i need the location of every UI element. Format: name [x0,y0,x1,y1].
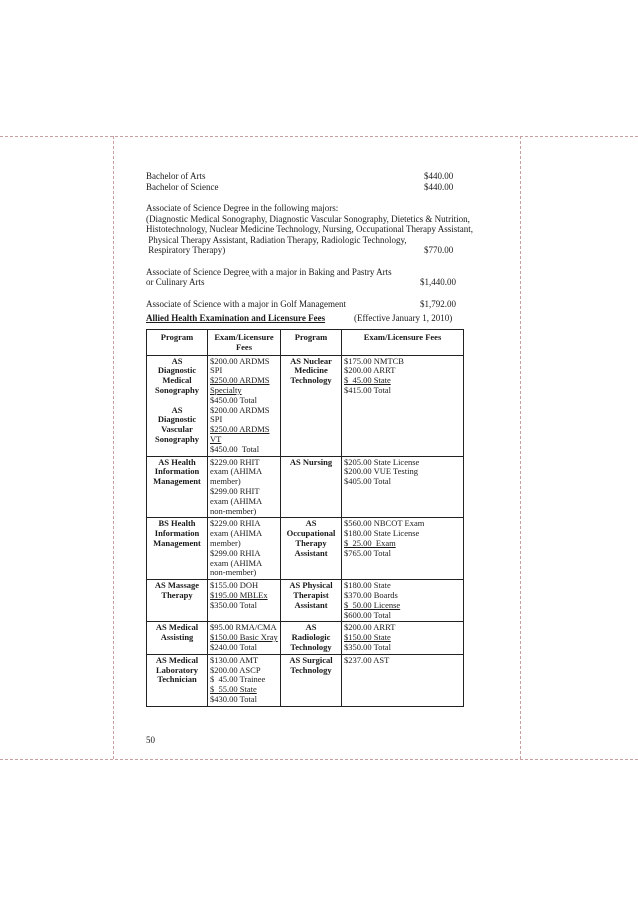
degree-bs [146,182,464,193]
fee-line: $765.00 Total [344,547,391,558]
col-header: Program [147,330,208,356]
fee-line: SPI [210,414,223,425]
as-amount: $770.00 [424,245,454,255]
degree-amount: $440.00 [424,181,454,192]
fee-line: $240.00 Total [210,641,257,652]
fees-table [146,329,464,707]
fee-line: non-member) [210,505,257,516]
fee-line: Specialty [210,384,242,395]
fee-line: exam (AHIMA [210,528,263,539]
table-row [147,355,464,456]
program-line: Management [153,476,201,487]
fee-line: $175.00 NMTCB [344,355,404,366]
fee-cell [208,580,281,622]
fee-line: $200.00 ARDMS [210,404,270,415]
fee-cell [342,456,464,518]
program-line: Technology [290,641,332,652]
program-cell [147,456,208,518]
baking-line: Associate of Science Degree with a major in Baking and Pastry Arts [146,266,392,277]
fee-line: $130.00 AMT [210,654,259,665]
fee-line: $ 50.00 License [344,599,401,610]
fee-line: $ 25.00 Exam [344,537,396,548]
as-last-line [146,245,464,256]
fee-line: $200.00 ASCP [210,664,261,675]
as-line: Associate of Science Degree in the following majors: [146,203,339,213]
fees-effective-date: (Effective January 1, 2010) [354,313,453,323]
table-row [147,456,464,518]
program-line: AS Nuclear [290,355,332,366]
program-line: Therapy [295,537,327,548]
fee-line: $299.00 RHIT [210,485,260,496]
fee-cell [208,622,281,654]
fee-line: $205.00 State License [344,456,420,467]
page-number: 50 [146,735,155,745]
col-header: Exam/Licensure Fees [208,330,281,356]
fee-line: $ 45.00 Trainee [210,674,266,685]
program-line: Vascular [161,424,193,435]
stray-mark: ` [248,274,251,284]
program-cell [281,622,342,654]
degree-ba [146,171,464,182]
program-cell [281,456,342,518]
fee-line: $155.00 DOH [210,580,259,591]
golf-amount: $1,792.00 [420,298,456,309]
fee-cell [342,654,464,706]
col-header: Program [281,330,342,356]
program-line: AS Health [158,456,196,467]
fee-line: $450.00 Total [210,394,257,405]
fee-line: $195.00 MBLEx [210,589,268,600]
fee-line: VT [210,433,222,444]
as-line: Histotechnology, Nuclear Medicine Technology, Nursing, Occupational Therapy Assistant, [146,224,474,234]
degree-amount: $440.00 [424,171,454,181]
fee-line: $150.00 Basic Xray [210,632,278,643]
fee-line: $200.00 ARDMS [210,355,270,366]
program-line: Radiologic [291,632,331,643]
fee-line: $200.00 ARRT [344,365,396,376]
fee-line: $229.00 RHIA [210,518,261,529]
fee-line: $350.00 Total [210,599,257,610]
program-line: AS [171,355,183,366]
program-line: AS Physical [289,580,333,591]
program-line: BS Health [158,518,196,529]
program-line: AS Nursing [289,456,333,467]
fee-line: $299.00 RHIA [210,547,261,558]
program-line: AS [171,404,183,415]
bottom-dashed-border [0,759,638,760]
fee-cell [208,355,281,456]
program-cell [281,580,342,622]
program-line: Therapist [293,589,329,600]
program-line: AS [305,518,317,529]
program-cell [147,580,208,622]
degree-label: Bachelor of Science [146,181,219,192]
program-line: Sonography [155,433,199,444]
fee-cell [208,654,281,706]
program-line: Diagnostic [157,414,197,425]
fee-line: $450.00 Total [210,443,260,454]
fees-heading [146,313,464,325]
baking-amount: $1,440.00 [420,277,456,287]
fee-cell [208,518,281,580]
program-cell [281,654,342,706]
program-cell [147,518,208,580]
table-row [147,654,464,706]
as-last-label: Respiratory Therapy) [146,245,226,255]
program-line: Medical [162,375,192,386]
baking-label: or Culinary Arts [146,277,205,287]
as-line: Physical Therapy Assistant, Radiation Therapy, Radiologic Technology, [146,234,407,245]
program-cell [147,654,208,706]
fee-line: $430.00 Total [210,693,257,704]
fee-line: $200.00 ARRT [344,622,396,633]
fee-line: member) [210,476,241,487]
fee-line: $ 55.00 State [210,684,257,695]
program-line: AS Massage [154,580,200,591]
fee-line: $180.00 State License [344,528,420,539]
fee-line: $ 45.00 State [344,375,391,386]
program-line: AS Medical [155,654,199,665]
fee-cell [208,456,281,518]
program-cell [281,518,342,580]
fee-cell [342,518,464,580]
program-cell [147,355,208,456]
fee-line: exam (AHIMA [210,495,263,506]
fee-line: $200.00 VUE Testing [344,466,418,477]
program-line: AS Medical [155,622,199,633]
table-row [147,622,464,654]
fee-line: $250.00 ARDMS [210,375,270,386]
fee-cell [342,580,464,622]
fee-line: $560.00 NBCOT Exam [344,518,425,529]
fee-line: $229.00 RHIT [210,456,260,467]
fee-line: SPI [210,365,223,376]
program-line: Technology [290,375,332,386]
program-line: Assistant [294,599,328,610]
fee-line: $237.00 AST [344,654,390,665]
fee-line: member) [210,537,241,548]
program-line: Assisting [160,632,194,643]
document-content [146,171,474,704]
fee-cell [342,355,464,456]
program-line: Occupational [286,528,336,539]
golf-label: Associate of Science with a major in Golf Management [146,298,346,309]
program-cell [281,355,342,456]
program-line: AS [305,622,317,633]
col-header: Exam/Licensure Fees [342,330,464,356]
program-line: Sonography [155,384,199,395]
program-cell [147,622,208,654]
program-line: Therapy [161,589,193,600]
fee-line: $250.00 ARDMS [210,424,270,435]
fee-line: $180.00 State [344,580,391,591]
program-line: Management [153,537,201,548]
fee-line: $350.00 Total [344,641,391,652]
degree-label: Bachelor of Arts [146,171,206,181]
table-row [147,518,464,580]
fee-line: non-member) [210,567,257,578]
fee-line: exam (AHIMA [210,466,263,477]
as-line: (Diagnostic Medical Sonography, Diagnostic Vascular Sonography, Dietetics & Nutrition, [146,213,470,224]
fee-line: $415.00 Total [344,384,391,395]
fee-line: $370.00 Boards [344,589,398,600]
program-line: Technician [157,674,197,685]
golf-line [146,299,464,310]
program-line: Diagnostic [157,365,197,376]
program-line: Assistant [294,547,328,558]
fee-cell [342,622,464,654]
table-row [147,580,464,622]
fee-line: $95.00 RMA/CMA [210,622,277,633]
program-line: Medicine [294,365,328,376]
table-header-row [147,330,464,356]
fee-line: $150.00 State [344,632,391,643]
fee-line: $405.00 Total [344,476,391,487]
baking-line-2 [146,274,464,288]
program-line: AS Surgical [289,654,333,665]
program-line: Information [154,466,200,477]
fee-line: $600.00 Total [344,609,391,620]
program-line: Laboratory [155,664,199,675]
program-line: Information [154,528,200,539]
fees-title: Allied Health Examination and Licensure Fees [146,313,326,323]
program-line: Technology [290,664,332,675]
fee-line: exam (AHIMA [210,557,263,568]
